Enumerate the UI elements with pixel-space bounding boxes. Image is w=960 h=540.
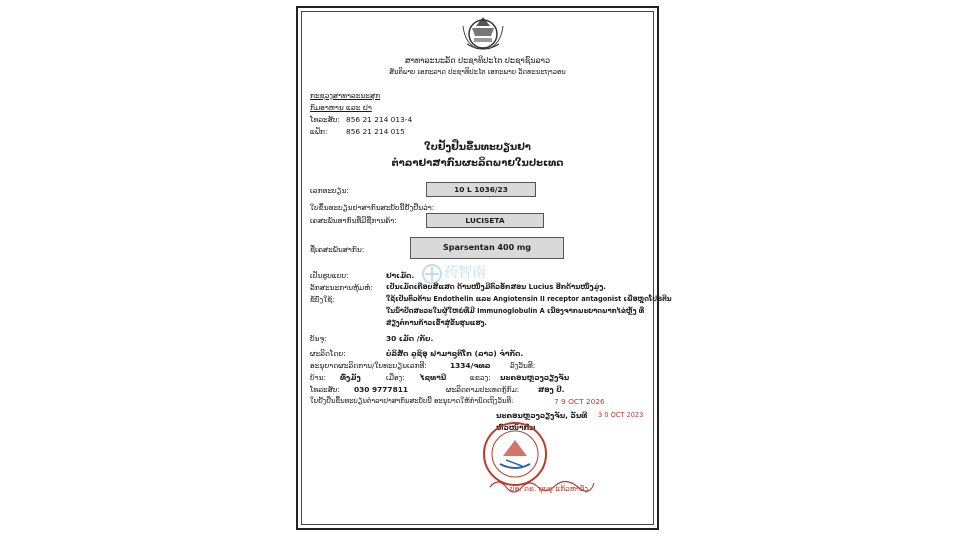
validity-label: ຜະລິດຕາມປະເທດກູ້ກົມ: — [446, 385, 520, 394]
village-label: ບ້ານ: — [310, 373, 326, 382]
certificate-document — [296, 6, 672, 530]
motto-heading: ສັນຕິພາບ ເອກະລາດ ປະຊາທິປະໄຕ ເອກະພາບ ວັດທະນະຖາວອນ — [389, 68, 566, 76]
expiry-note: ໃບຢັ້ງຢືນຂຶ້ນທະບຽນຕໍາລາຢາສາກົນສະບັບນີ້ ອະນຸຍາດໃຫ້ກໍານົດເຖິງວັນທີ: — [310, 397, 514, 405]
indication-line-1: ໃຊ້ເປັນຕົວຕ້ານ Endothelin ແລະ Angiotensin II receptor antagonist ເພື່ອຫຼຸດໂປຣຕີນ — [386, 295, 672, 303]
appearance-value: ເປັນເມັດເຄືອບສີແສດ ດ້ານໜຶ່ງມີຕົວອັກສອນ Lucius ອີກດ້ານໜຶ່ງມູ່ງ. — [386, 283, 606, 291]
manufacturer-tel-label: ໂທລະສັບ: — [310, 385, 341, 394]
appearance-label: ລັກສະນະການຫຸ້ມຫໍ່: — [310, 283, 373, 292]
license-value: 1334/ຈທລ — [450, 361, 491, 370]
ministry-name: ກະຊວງສາທາລະນະສຸກ — [310, 91, 381, 100]
quantity-value: 30 ເມັດ /ກັບ. — [386, 334, 434, 343]
province-value: ນະຄອນຫຼວງວຽງຈັນ — [500, 373, 570, 382]
signatory-name: ປອ. ດຣ. ບຸບຣູ ແກ້ວຫາວົງ — [510, 484, 589, 493]
certificate-subtitle: ຕໍາລາຢາສາກົນຜະລິດພາຍໃນປະເທດ — [391, 158, 564, 169]
form-value: ຢາເມັດ. — [386, 271, 415, 280]
manufacturer-label: ຜະລິດໂດຍ: — [310, 349, 346, 358]
certificate-title: ໃບຢັ້ງຢືນຂຶ້ນທະບຽນຢາ — [424, 142, 531, 153]
watermark-text: 药智南 — [444, 265, 486, 281]
form-label: ເປັນຮູບແບບ: — [310, 271, 349, 280]
manufacturer-value: ບໍລິສັດ ລູຊິອຸ ຟາມາຊູຕິໂກ (ລາວ) ຈໍາກັດ. — [386, 349, 524, 358]
signing-role: ຫົວໜ້າກົມ — [496, 423, 536, 432]
manufacturer-tel-value: 030 9777811 — [354, 385, 408, 394]
village-value: ທົ່ງມັງ — [340, 373, 361, 382]
district-value: ໄຊທານີ — [420, 373, 447, 382]
license-label: ອະນຸຍາດຜະລິດການ/ໃບທະບຽນເລກທີ: — [310, 361, 427, 370]
signing-date: 3 0 OCT 2023 — [598, 411, 644, 419]
registration-number-label: ເລກທະບຽນ: — [310, 186, 349, 195]
generic-name-box: Sparsentan 400 mg — [410, 237, 564, 259]
indication-line-3: ສ່ຽງຕໍ່ການກ້າວເຂົ້າສູ່ຂັ້ນຮຸນແຮງ. — [386, 319, 487, 327]
fax-value: 856 21 214 015 — [346, 127, 405, 136]
province-label: ແຂວງ: — [470, 373, 491, 382]
registration-number-box: 10 L 1036/23 — [426, 182, 536, 197]
validity-value: ສອງ ປີ. — [538, 385, 565, 394]
trade-name-box: LUCISETA — [426, 213, 544, 228]
country-heading: ສາທາລະນະລັດ ປະຊາທິປະໄຕ ປະຊາຊົນລາວ — [404, 56, 551, 65]
national-emblem-icon — [460, 14, 506, 54]
fax-label: ແຟັກ: — [310, 127, 328, 136]
generic-name-label: ຊື່ເຄສະພັນສາກົນ: — [310, 245, 365, 254]
registration-intro: ໃບຂຶ້ນທະບຽນຢາສາກົນສະບັບນີ້ຢັ້ງຢືນວ່າ: — [310, 203, 435, 212]
quantity-label: ບັນຈຸ: — [310, 334, 327, 343]
license-date-label: ລົງວັນທີ: — [510, 361, 536, 370]
tel-value: 856 21 214 013-4 — [346, 115, 413, 124]
department-name: ກົມອາຫານ ແລະ ຢາ — [310, 103, 372, 112]
indication-line-2: ໃນນໍ້າປັດສະວະໃນຜູ້ໃຫຍ່ທີ່ມີ Immunoglobulin A ເນື່ອງຈາກພະຍາດພາກໄຂ່ຫຼັງ ທີ່ — [386, 307, 645, 315]
district-label: ເມືອງ: — [386, 373, 405, 382]
expiry-date: 7 9 OCT 2026 — [554, 397, 605, 406]
trade-name-label: ເຄສະພັນທາກົນທີ່ມີຊື່ການຄ້າ: — [310, 216, 397, 225]
tel-label: ໂທລະສັບ: — [310, 115, 341, 124]
indication-label: ຂໍ້ບົ່ງໃຊ້: — [310, 295, 335, 304]
signing-place: ນະຄອນຫຼວງວຽງຈັນ, ວັນທີ — [496, 411, 588, 420]
